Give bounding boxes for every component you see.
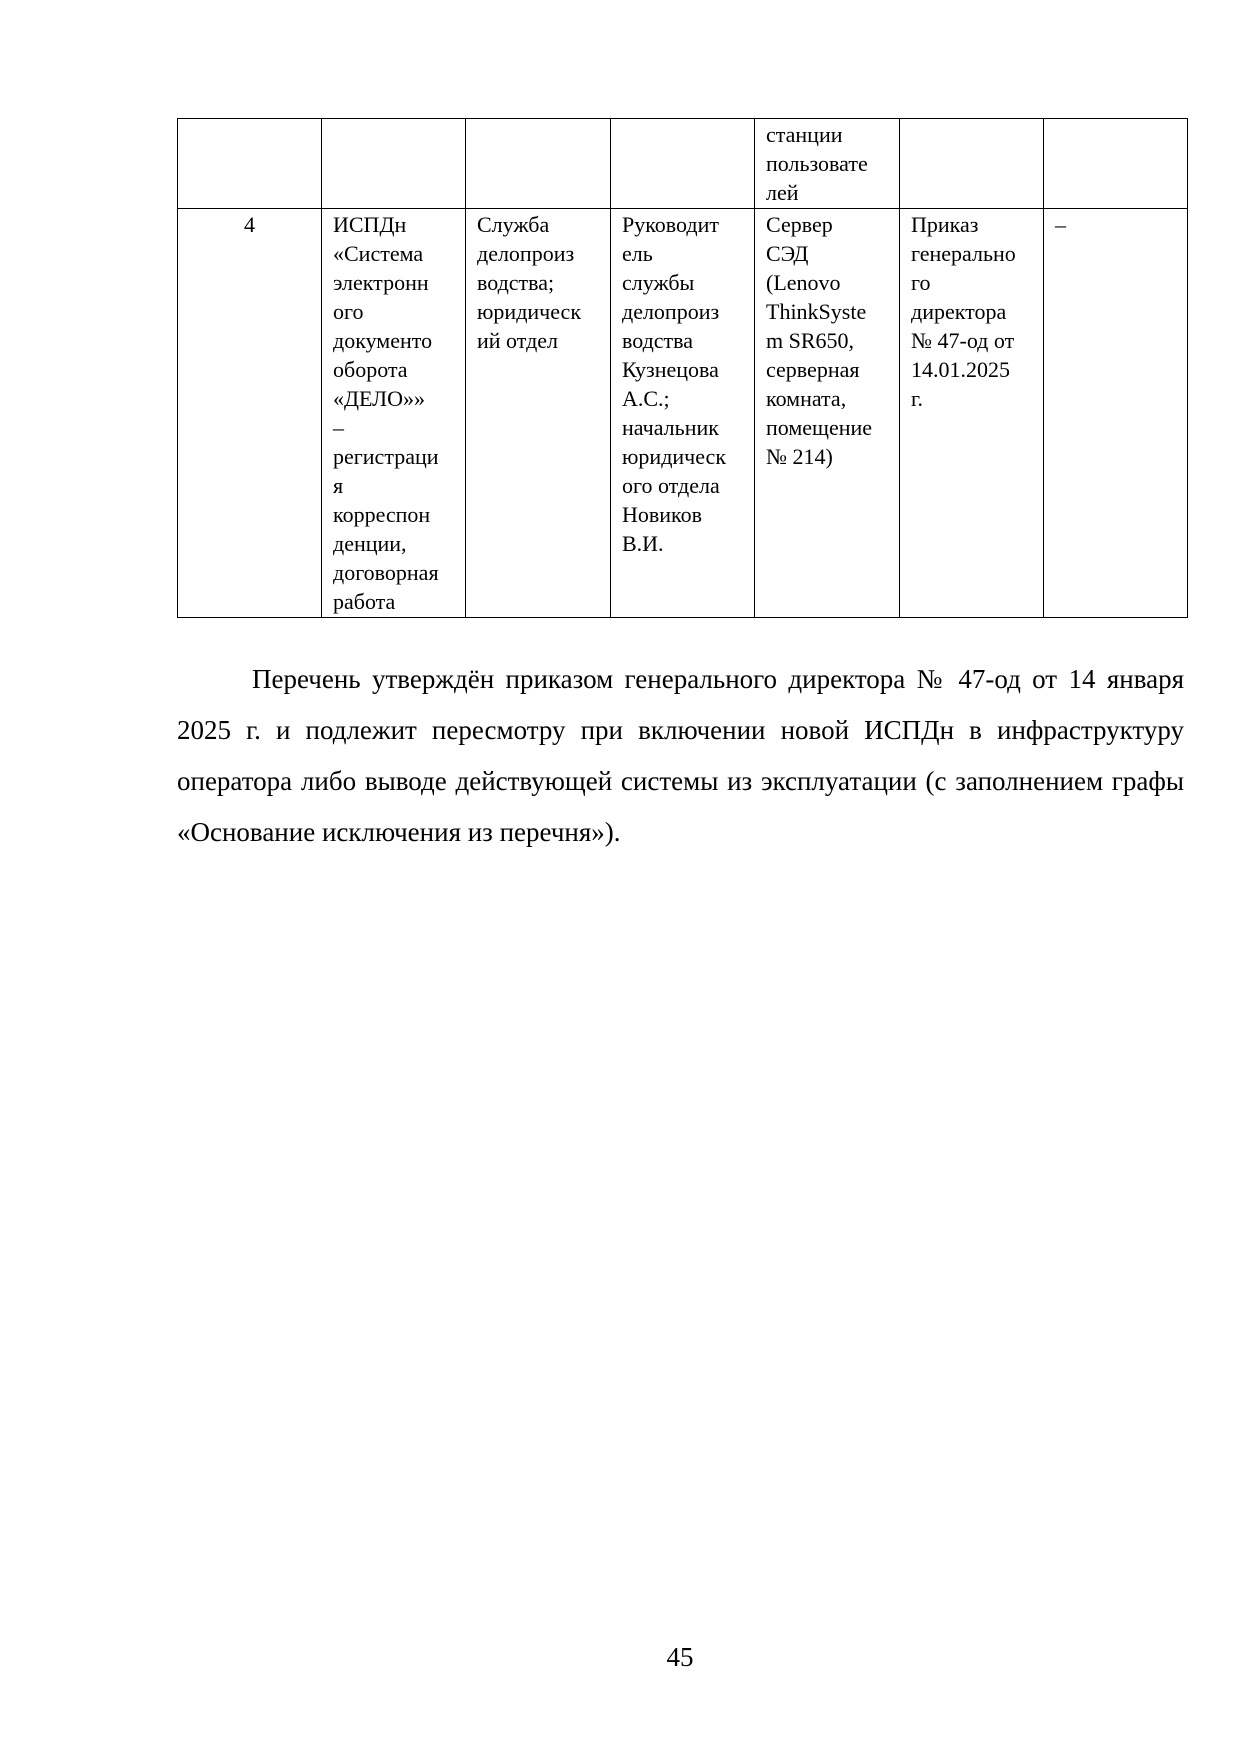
cell-text-line: Сервер (766, 212, 833, 237)
table-row-4 (178, 209, 1188, 618)
cell-text-line: серверная (766, 357, 860, 382)
cell-text-line: В.И. (622, 531, 664, 556)
cell-text-line: пользовате (766, 151, 868, 176)
cell-text-line: оборота (333, 357, 408, 382)
cell-text-line: станции (766, 122, 843, 147)
cell-text-line: документо (333, 328, 433, 353)
cell-text-line: директора (911, 299, 1007, 324)
cell-empty (1044, 119, 1188, 209)
cell-text-line: № 47-од от (911, 328, 1015, 353)
cell-empty (322, 119, 466, 209)
cell-text-line: «ДЕЛО»» (333, 386, 425, 411)
cell-text-line: Приказ (911, 212, 979, 237)
cell-text-line: я (333, 473, 344, 498)
cell-text-line: А.С.; (622, 386, 670, 411)
cell-location (755, 209, 900, 618)
cell-text-line: г. (911, 386, 924, 411)
cell-location-continuation (755, 119, 900, 209)
cell-text-line: генерально (911, 241, 1016, 266)
cell-text-line: делопроиз (622, 299, 720, 324)
cell-empty (466, 119, 611, 209)
cell-text-line: лей (766, 180, 799, 205)
cell-text-line: ель (622, 241, 653, 266)
cell-text-line: Кузнецова (622, 357, 719, 382)
cell-row-number: 4 (178, 209, 322, 618)
table-row-continuation (178, 119, 1188, 209)
ispdn-registry-table (177, 118, 1188, 618)
cell-text-line: начальник (622, 415, 719, 440)
cell-text-line: денции, (333, 531, 407, 556)
cell-system-name (322, 209, 466, 618)
cell-text-line: – (333, 415, 344, 440)
cell-text-line: водства; (477, 270, 555, 295)
cell-text-line: комната, (766, 386, 847, 411)
cell-text-line: m SR650, (766, 328, 855, 353)
page-number: 45 (666, 1642, 694, 1672)
cell-empty (178, 119, 322, 209)
cell-empty (611, 119, 755, 209)
cell-department (466, 209, 611, 618)
cell-empty (900, 119, 1044, 209)
cell-text-line: электронн (333, 270, 429, 295)
cell-text-line: службы (622, 270, 695, 295)
cell-basis (900, 209, 1044, 618)
cell-text-line: 14.01.2025 (911, 357, 1010, 382)
cell-text-line: ий отдел (477, 328, 559, 353)
cell-text-line: го (911, 270, 931, 295)
cell-text-line: помещение (766, 415, 873, 440)
body-paragraph: Перечень утверждён приказом генерального директора № 47-од от 14 января 2025 г. и подлежит пересмотру при включении новой ИСПДн в инфраструктуру оператора либо выводе действующей системы из эксплуатации (с заполнением графы «Основание исключения из перечня»). (177, 664, 1184, 847)
cell-text-line: «Система (333, 241, 424, 266)
cell-text-line: ThinkSyste (766, 299, 867, 324)
cell-text-line: СЭД (766, 241, 809, 266)
cell-text-line: регистраци (333, 444, 439, 469)
cell-text-line: делопроиз (477, 241, 575, 266)
cell-exclusion: – (1044, 209, 1188, 618)
cell-text-line: Служба (477, 212, 550, 237)
cell-responsible (611, 209, 755, 618)
cell-text-line: Новиков (622, 502, 703, 527)
cell-text-line: корреспон (333, 502, 431, 527)
cell-text-line: юридическ (622, 444, 727, 469)
cell-text-line: ого (333, 299, 364, 324)
cell-text-line: (Lenovo (766, 270, 841, 295)
cell-text-line: ИСПДн (333, 212, 407, 237)
cell-text-line: Руководит (622, 212, 719, 237)
cell-text-line: юридическ (477, 299, 582, 324)
cell-text-line: № 214) (766, 444, 833, 469)
cell-text-line: договорная (333, 560, 439, 585)
cell-text-line: ого отдела (622, 473, 720, 498)
cell-text-line: водства (622, 328, 694, 353)
cell-text-line: работа (333, 589, 396, 614)
